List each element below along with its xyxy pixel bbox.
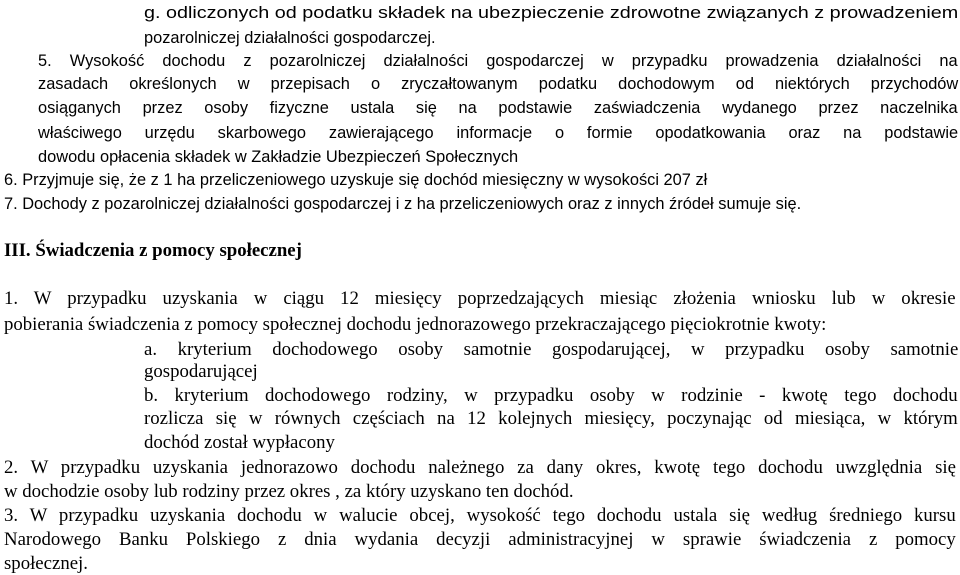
item-5-line-1: 5. Wysokość dochodu z pozarolniczej działalności gospodarczej w przypadku prowadzenia działalności na [38, 52, 958, 70]
item-b-line-2: rozlicza się w równych częściach na 12 kolejnych miesięcy, poczynając od miesiąca, w którym [144, 408, 958, 429]
item-7: 7. Dochody z pozarolniczej działalności gospodarczej i z ha przeliczeniowych oraz z innych źródeł sumuje się. [4, 195, 802, 213]
section-heading: III. Świadczenia z pomocy społecznej [4, 240, 302, 261]
para-1-line-2: pobierania świadczenia z pomocy społecznej dochodu jednorazowego przekraczającego pięciokrotnie kwoty: [4, 314, 827, 335]
item-6: 6. Przyjmuje się, że z 1 ha przeliczeniowego uzyskuje się dochód miesięczny w wysokości 207 zł [4, 171, 708, 189]
para-2-line-1: 2. W przypadku uzyskania jednorazowo dochodu należnego za dany okres, kwotę tego dochodu uwzględnia się [4, 457, 956, 478]
para-3-line-3: społecznej. [4, 553, 88, 574]
item-a-line-1: a. kryterium dochodowego osoby samotnie gospodarującej, w przypadku osoby samotnie [144, 339, 959, 360]
para-3-line-1: 3. W przypadku uzyskania dochodu w walucie obcej, wysokość tego dochodu ustala się według średniego kursu [4, 505, 956, 526]
item-5-line-5: dowodu opłacenia składek w Zakładzie Ubezpieczeń Społecznych [38, 148, 519, 166]
item-g-line-1: g. odliczonych od podatku składek na ubezpieczenie zdrowotne związanych z prowadzeniem [144, 4, 959, 22]
item-a-line-2: gospodarującej [144, 361, 258, 382]
item-b-line-1: b. kryterium dochodowego rodziny, w przypadku osoby w rodzinie - kwotę tego dochodu [144, 385, 958, 406]
item-5-line-2: zasadach określonych w przepisach o zryczałtowanym podatku dochodowym od niektórych przychodów [38, 75, 959, 93]
item-5-line-3: osiąganych przez osoby fizyczne ustala się na podstawie zaświadczenia wydanego przez naczelnika [38, 99, 958, 117]
para-1-line-1: 1. W przypadku uzyskania w ciągu 12 miesięcy poprzedzających miesiąc złożenia wniosku lub w okresie [4, 288, 956, 309]
item-b-line-3: dochód został wypłacony [144, 432, 335, 453]
item-g-line-2: pozarolniczej działalności gospodarczej. [144, 29, 436, 47]
para-3-line-2: Narodowego Banku Polskiego z dnia wydania decyzji administracyjnej w sprawie świadczenia z pomocy [4, 529, 956, 550]
item-5-line-4: właściwego urzędu skarbowego zawierającego informacje o formie opodatkowania oraz na podstawie [38, 124, 959, 142]
para-2-line-2: w dochodzie osoby lub rodziny przez okres , za który uzyskano ten dochód. [4, 481, 574, 502]
